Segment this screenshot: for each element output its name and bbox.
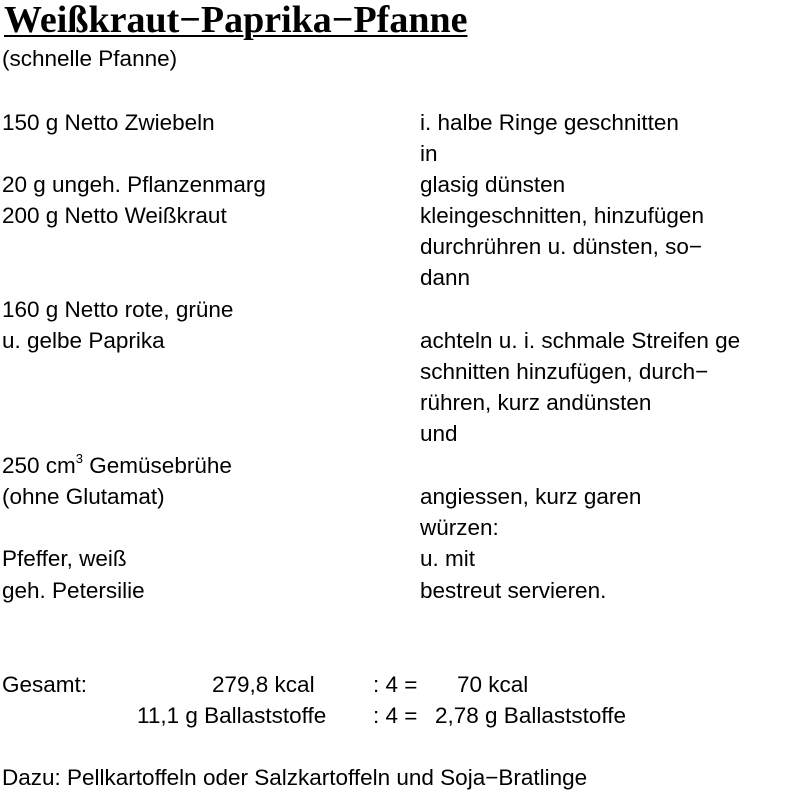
ingredient-line: 20 g ungeh. Pflanzenmarg (2, 172, 266, 197)
instruction-line: glasig dünsten (420, 172, 566, 197)
instruction-line: bestreut servieren. (420, 578, 607, 603)
instruction-line: achteln u. i. schmale Streifen ge (420, 328, 741, 353)
ingredient-line: 160 g Netto rote, grüne (2, 297, 234, 322)
ingredient-line (2, 450, 232, 479)
fiber-per-portion: 2,78 g Ballaststoffe (435, 703, 626, 728)
instruction-line: angiessen, kurz garen (420, 484, 642, 509)
ingredient-line: geh. Petersilie (2, 578, 145, 603)
instruction-line: in (420, 141, 438, 166)
ingredient-line: u. gelbe Paprika (2, 328, 165, 353)
divide-by-four: : 4 = (373, 703, 418, 728)
ingredient-line: 200 g Netto Weißkraut (2, 203, 227, 228)
totals-label: Gesamt: (2, 672, 88, 697)
ingredient-name: Gemüsebrühe (83, 453, 232, 478)
instruction-line: und (420, 421, 458, 446)
instruction-line: rühren, kurz andünsten (420, 390, 652, 415)
instruction-line: i. halbe Ringe geschnitten (420, 110, 679, 135)
ingredient-line: (ohne Glutamat) (2, 484, 165, 509)
instruction-line: durchrühren u. dünsten, so− (420, 234, 703, 259)
instruction-line: kleingeschnitten, hinzufügen (420, 203, 704, 228)
instruction-line: schnitten hinzufügen, durch− (420, 359, 709, 384)
kcal-per-portion: 70 kcal (457, 672, 529, 697)
instruction-line: würzen: (420, 515, 499, 540)
instruction-line: dann (420, 265, 471, 290)
superscript-exponent: 3 (75, 450, 84, 466)
recipe-title: Weißkraut−Paprika−Pfanne (4, 0, 468, 41)
instruction-line: u. mit (420, 546, 476, 571)
ingredient-amount: 250 cm (2, 453, 76, 478)
total-kcal: 279,8 kcal (212, 672, 315, 697)
recipe-subtitle: (schnelle Pfanne) (2, 46, 178, 71)
ingredient-line: Pfeffer, weiß (2, 546, 127, 571)
ingredient-line: 150 g Netto Zwiebeln (2, 110, 215, 135)
serving-suggestion: Dazu: Pellkartoffeln oder Salzkartoffeln und Soja−Bratlinge (2, 765, 588, 790)
total-fiber: 11,1 g Ballaststoffe (137, 703, 327, 728)
divide-by-four: : 4 = (373, 672, 418, 697)
